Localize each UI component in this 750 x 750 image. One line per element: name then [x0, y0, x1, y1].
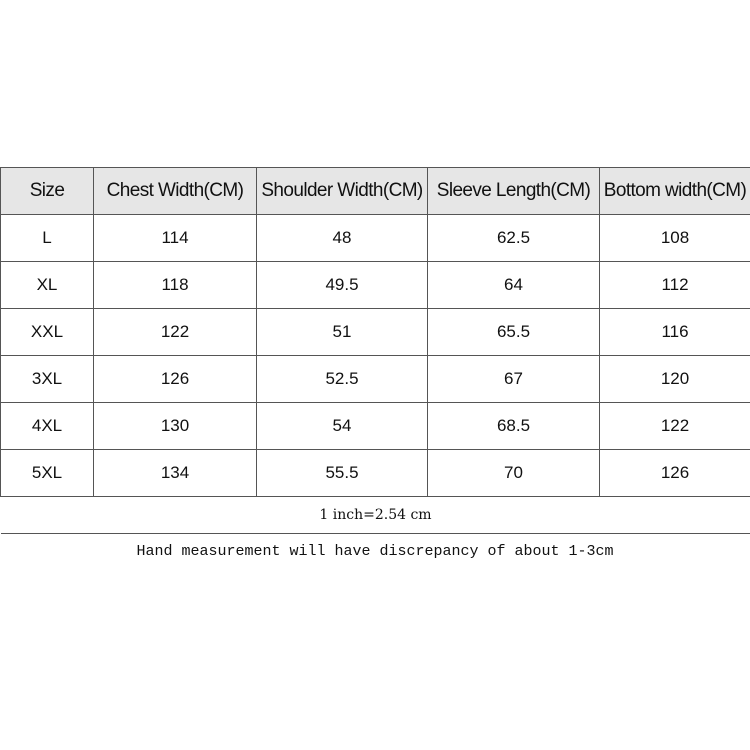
cell-chest: 130 [94, 403, 257, 450]
cell-chest: 126 [94, 356, 257, 403]
cell-shoulder: 54 [257, 403, 428, 450]
header-bottom-width: Bottom width(CM) [600, 168, 750, 215]
cell-bottom: 116 [600, 309, 750, 356]
cell-sleeve: 68.5 [428, 403, 600, 450]
cell-shoulder: 51 [257, 309, 428, 356]
cell-size: XL [1, 262, 94, 309]
conversion-row [1, 497, 750, 534]
table-row [1, 356, 750, 403]
cell-size: 5XL [1, 450, 94, 497]
cell-bottom: 108 [600, 215, 750, 262]
measurement-disclaimer: Hand measurement will have discrepancy of about 1-3cm [136, 543, 614, 560]
cell-chest: 122 [94, 309, 257, 356]
cell-size: 4XL [1, 403, 94, 450]
conversion-note: 1 inch=2.54 cm [1, 497, 750, 534]
cell-chest: 134 [94, 450, 257, 497]
cell-sleeve: 64 [428, 262, 600, 309]
cell-size: 3XL [1, 356, 94, 403]
header-chest-width: Chest Width(CM) [94, 168, 257, 215]
header-sleeve-length: Sleeve Length(CM) [428, 168, 600, 215]
cell-sleeve: 62.5 [428, 215, 600, 262]
header-row [1, 168, 750, 215]
cell-shoulder: 49.5 [257, 262, 428, 309]
cell-chest: 118 [94, 262, 257, 309]
cell-shoulder: 52.5 [257, 356, 428, 403]
cell-shoulder: 48 [257, 215, 428, 262]
cell-chest: 114 [94, 215, 257, 262]
table-row [1, 403, 750, 450]
cell-bottom: 112 [600, 262, 750, 309]
size-chart-table [0, 167, 750, 534]
cell-bottom: 120 [600, 356, 750, 403]
table-row [1, 450, 750, 497]
cell-shoulder: 55.5 [257, 450, 428, 497]
table-row [1, 262, 750, 309]
cell-bottom: 126 [600, 450, 750, 497]
cell-bottom: 122 [600, 403, 750, 450]
cell-sleeve: 65.5 [428, 309, 600, 356]
header-shoulder-width: Shoulder Width(CM) [257, 168, 428, 215]
cell-sleeve: 67 [428, 356, 600, 403]
header-size: Size [1, 168, 94, 215]
cell-sleeve: 70 [428, 450, 600, 497]
table-row [1, 309, 750, 356]
cell-size: L [1, 215, 94, 262]
table-row [1, 215, 750, 262]
cell-size: XXL [1, 309, 94, 356]
